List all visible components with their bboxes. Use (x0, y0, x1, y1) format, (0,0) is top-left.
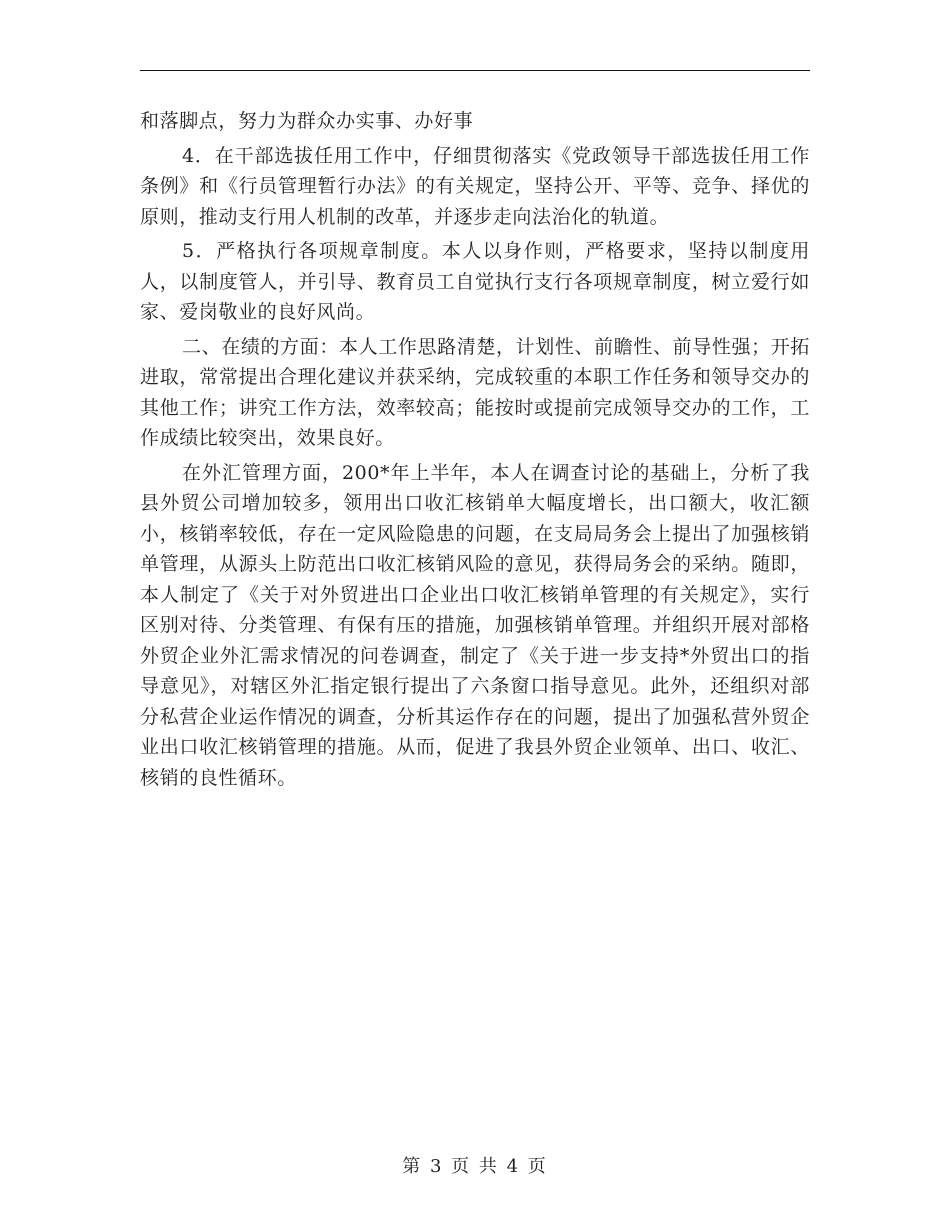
paragraph-item-5: 5．严格执行各项规章制度。本人以身作则，严格要求，坚持以制度用人，以制度管人，并引导、教育员工自觉执行支行各项规章制度，树立爱行如家、爱岗敬业的良好风尚。 (140, 240, 810, 323)
header-rule (140, 70, 810, 71)
paragraph-performance: 二、在绩的方面：本人工作思路清楚，计划性、前瞻性、前导性强；开拓进取，常常提出合理化建议并获采纳，完成较重的本职工作任务和领导交办的其他工作；讲究工作方法，效率较高；能按时或提前完成领导交办的工作，工作成绩比较突出，效果良好。 (140, 335, 810, 449)
document-body (140, 106, 810, 797)
page-footer: 第 3 页 共 4 页 (402, 1156, 548, 1177)
paragraph-forex-management: 在外汇管理方面，200*年上半年，本人在调查讨论的基础上，分析了我县外贸公司增加较多，领用出口收汇核销单大幅度增长，出口额大，收汇额小，核销率较低，存在一定风险隐患的问题，在支局局务会上提出了加强核销单管理，从源头上防范出口收汇核销风险的意见，获得局务会的采纳。随即，本人制定了《关于对外贸进出口企业出口收汇核销单管理的有关规定》，实行区别对待、分类管理、有保有压的措施，加强核销单管理。并组织开展对部格外贸企业外汇需求情况的问卷调查，制定了《关于进一步支持*外贸出口的指导意见》，对辖区外汇指定银行提出了六条窗口指导意见。此外，还组织对部分私营企业运作情况的调查，分析其运作存在的问题，提出了加强私营外贸企业出口收汇核销管理的措施。从而，促进了我县外贸企业领单、出口、收汇、核销的良性循环。 (140, 461, 810, 789)
paragraph-continuation: 和落脚点，努力为群众办实事、办好事 (140, 110, 474, 132)
paragraph-item-4: 4．在干部选拔任用工作中，仔细贯彻落实《党政领导干部选拔任用工作条例》和《行员管理暂行办法》的有关规定，坚持公开、平等、竞争、择优的原则，推动支行用人机制的改革，并逐步走向法治化的轨道。 (140, 144, 810, 228)
